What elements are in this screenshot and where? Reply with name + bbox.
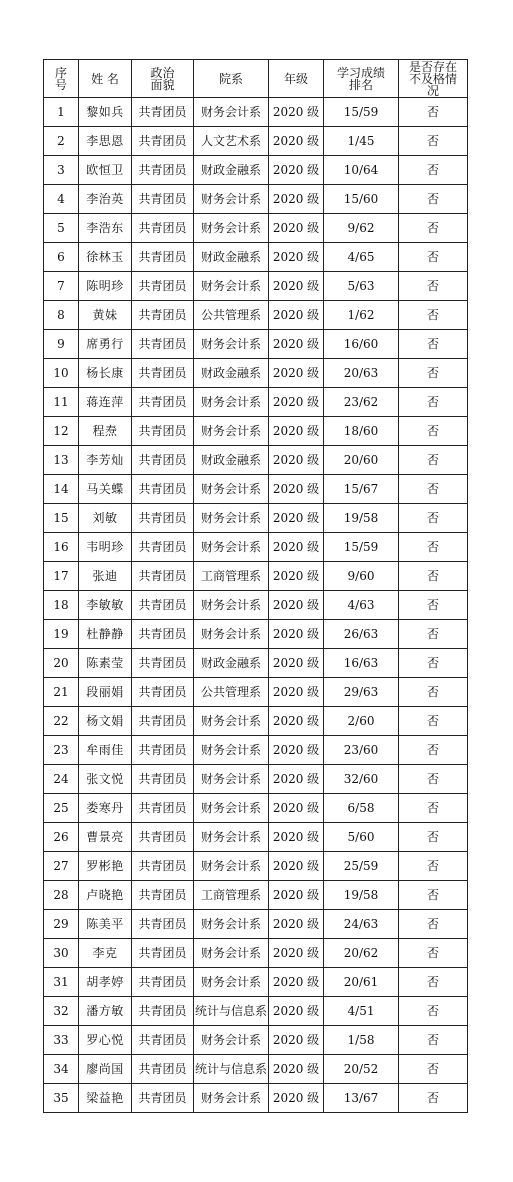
cell-seq: 34 [44, 1055, 79, 1084]
cell-failing: 否 [399, 997, 468, 1026]
cell-failing: 否 [399, 649, 468, 678]
cell-ranking: 18/60 [324, 417, 399, 446]
cell-ranking: 20/61 [324, 968, 399, 997]
cell-political-status: 共青团员 [132, 881, 194, 910]
table-row [44, 359, 468, 388]
cell-seq: 30 [44, 939, 79, 968]
cell-failing: 否 [399, 330, 468, 359]
table-row [44, 446, 468, 475]
cell-ranking: 9/60 [324, 562, 399, 591]
cell-grade: 2020 级 [269, 1055, 324, 1084]
cell-name: 马关蝶 [79, 475, 132, 504]
cell-ranking: 5/63 [324, 272, 399, 301]
table-row [44, 707, 468, 736]
cell-ranking: 15/59 [324, 533, 399, 562]
cell-ranking: 20/60 [324, 446, 399, 475]
cell-ranking: 29/63 [324, 678, 399, 707]
table-row [44, 214, 468, 243]
table-row [44, 736, 468, 765]
cell-failing: 否 [399, 765, 468, 794]
cell-political-status: 共青团员 [132, 127, 194, 156]
cell-grade: 2020 级 [269, 330, 324, 359]
cell-grade: 2020 级 [269, 562, 324, 591]
cell-seq: 9 [44, 330, 79, 359]
cell-grade: 2020 级 [269, 98, 324, 127]
cell-department: 财务会计系 [194, 794, 269, 823]
cell-failing: 否 [399, 185, 468, 214]
cell-department: 财务会计系 [194, 765, 269, 794]
cell-ranking: 23/60 [324, 736, 399, 765]
cell-failing: 否 [399, 446, 468, 475]
cell-name: 程焘 [79, 417, 132, 446]
cell-failing: 否 [399, 214, 468, 243]
cell-ranking: 15/59 [324, 98, 399, 127]
table-row [44, 649, 468, 678]
cell-seq: 2 [44, 127, 79, 156]
table-row [44, 765, 468, 794]
cell-seq: 3 [44, 156, 79, 185]
cell-name: 李浩东 [79, 214, 132, 243]
cell-grade: 2020 级 [269, 736, 324, 765]
cell-failing: 否 [399, 272, 468, 301]
cell-ranking: 1/45 [324, 127, 399, 156]
cell-name: 卢晓艳 [79, 881, 132, 910]
cell-political-status: 共青团员 [132, 591, 194, 620]
table-row [44, 475, 468, 504]
cell-ranking: 4/63 [324, 591, 399, 620]
cell-department: 财政金融系 [194, 359, 269, 388]
header-seq-label: 序号 [54, 65, 67, 92]
cell-political-status: 共青团员 [132, 794, 194, 823]
cell-seq: 18 [44, 591, 79, 620]
cell-failing: 否 [399, 98, 468, 127]
cell-department: 人文艺术系 [194, 127, 269, 156]
cell-failing: 否 [399, 939, 468, 968]
cell-department: 财务会计系 [194, 1026, 269, 1055]
cell-name: 潘方敏 [79, 997, 132, 1026]
cell-grade: 2020 级 [269, 852, 324, 881]
cell-political-status: 共青团员 [132, 562, 194, 591]
cell-seq: 24 [44, 765, 79, 794]
cell-name: 杨长康 [79, 359, 132, 388]
cell-failing: 否 [399, 417, 468, 446]
cell-department: 财务会计系 [194, 910, 269, 939]
cell-failing: 否 [399, 591, 468, 620]
cell-failing: 否 [399, 156, 468, 185]
cell-department: 财务会计系 [194, 852, 269, 881]
table-row [44, 156, 468, 185]
table-row [44, 127, 468, 156]
cell-ranking: 13/67 [324, 1084, 399, 1113]
cell-failing: 否 [399, 359, 468, 388]
cell-ranking: 9/62 [324, 214, 399, 243]
cell-ranking: 10/64 [324, 156, 399, 185]
cell-grade: 2020 级 [269, 243, 324, 272]
cell-political-status: 共青团员 [132, 301, 194, 330]
header-political-status-label: 政治面貌 [150, 65, 175, 92]
cell-name: 陈素莹 [79, 649, 132, 678]
table-row [44, 939, 468, 968]
cell-grade: 2020 级 [269, 272, 324, 301]
cell-political-status: 共青团员 [132, 185, 194, 214]
cell-seq: 32 [44, 997, 79, 1026]
table-row [44, 243, 468, 272]
cell-failing: 否 [399, 1084, 468, 1113]
table-row [44, 504, 468, 533]
cell-seq: 6 [44, 243, 79, 272]
cell-department: 财务会计系 [194, 214, 269, 243]
cell-failing: 否 [399, 852, 468, 881]
cell-grade: 2020 级 [269, 968, 324, 997]
cell-grade: 2020 级 [269, 1026, 324, 1055]
table-header [44, 60, 468, 98]
cell-political-status: 共青团员 [132, 823, 194, 852]
cell-failing: 否 [399, 301, 468, 330]
cell-ranking: 4/51 [324, 997, 399, 1026]
cell-seq: 29 [44, 910, 79, 939]
table-row [44, 997, 468, 1026]
cell-grade: 2020 级 [269, 910, 324, 939]
cell-department: 财务会计系 [194, 504, 269, 533]
cell-political-status: 共青团员 [132, 272, 194, 301]
cell-failing: 否 [399, 910, 468, 939]
cell-seq: 8 [44, 301, 79, 330]
cell-seq: 13 [44, 446, 79, 475]
cell-political-status: 共青团员 [132, 504, 194, 533]
cell-political-status: 共青团员 [132, 1055, 194, 1084]
cell-political-status: 共青团员 [132, 359, 194, 388]
cell-seq: 4 [44, 185, 79, 214]
cell-ranking: 4/65 [324, 243, 399, 272]
table-row [44, 98, 468, 127]
cell-ranking: 15/60 [324, 185, 399, 214]
cell-seq: 35 [44, 1084, 79, 1113]
cell-name: 梁益艳 [79, 1084, 132, 1113]
cell-seq: 28 [44, 881, 79, 910]
header-failing-label: 是否存在不及格情况 [408, 59, 457, 98]
cell-grade: 2020 级 [269, 301, 324, 330]
cell-department: 财务会计系 [194, 591, 269, 620]
cell-political-status: 共青团员 [132, 446, 194, 475]
table-body [44, 98, 468, 1113]
cell-political-status: 共青团员 [132, 765, 194, 794]
header-grade-label: 年级 [283, 71, 308, 86]
cell-ranking: 16/63 [324, 649, 399, 678]
cell-grade: 2020 级 [269, 997, 324, 1026]
cell-grade: 2020 级 [269, 591, 324, 620]
cell-seq: 10 [44, 359, 79, 388]
table-row [44, 620, 468, 649]
table-row [44, 591, 468, 620]
cell-ranking: 15/67 [324, 475, 399, 504]
table-row [44, 881, 468, 910]
table-row [44, 910, 468, 939]
header-ranking [324, 60, 399, 98]
cell-ranking: 2/60 [324, 707, 399, 736]
header-ranking-label: 学习成绩排名 [336, 65, 385, 92]
cell-grade: 2020 级 [269, 620, 324, 649]
cell-department: 工商管理系 [194, 562, 269, 591]
table-row [44, 301, 468, 330]
cell-failing: 否 [399, 1026, 468, 1055]
cell-ranking: 19/58 [324, 504, 399, 533]
cell-name: 陈美平 [79, 910, 132, 939]
cell-political-status: 共青团员 [132, 98, 194, 127]
header-row [44, 60, 468, 98]
cell-grade: 2020 级 [269, 127, 324, 156]
cell-political-status: 共青团员 [132, 707, 194, 736]
cell-grade: 2020 级 [269, 504, 324, 533]
header-name [79, 60, 132, 98]
cell-grade: 2020 级 [269, 156, 324, 185]
table-row [44, 388, 468, 417]
table-row [44, 417, 468, 446]
cell-seq: 20 [44, 649, 79, 678]
cell-ranking: 1/58 [324, 1026, 399, 1055]
cell-ranking: 32/60 [324, 765, 399, 794]
cell-department: 财政金融系 [194, 156, 269, 185]
cell-department: 财务会计系 [194, 330, 269, 359]
cell-failing: 否 [399, 736, 468, 765]
table-row [44, 968, 468, 997]
cell-seq: 23 [44, 736, 79, 765]
cell-failing: 否 [399, 881, 468, 910]
header-failing [399, 60, 468, 98]
cell-seq: 1 [44, 98, 79, 127]
cell-name: 娄寒丹 [79, 794, 132, 823]
table-row [44, 185, 468, 214]
cell-grade: 2020 级 [269, 417, 324, 446]
cell-department: 财务会计系 [194, 968, 269, 997]
cell-political-status: 共青团员 [132, 649, 194, 678]
cell-ranking: 23/62 [324, 388, 399, 417]
cell-department: 公共管理系 [194, 301, 269, 330]
cell-name: 徐林玉 [79, 243, 132, 272]
cell-seq: 31 [44, 968, 79, 997]
cell-political-status: 共青团员 [132, 997, 194, 1026]
cell-department: 财务会计系 [194, 475, 269, 504]
cell-name: 牟雨佳 [79, 736, 132, 765]
cell-name: 曹景亮 [79, 823, 132, 852]
cell-political-status: 共青团员 [132, 620, 194, 649]
cell-political-status: 共青团员 [132, 968, 194, 997]
cell-department: 财务会计系 [194, 98, 269, 127]
cell-political-status: 共青团员 [132, 939, 194, 968]
cell-failing: 否 [399, 678, 468, 707]
cell-political-status: 共青团员 [132, 156, 194, 185]
header-department-label: 院系 [218, 71, 243, 86]
cell-political-status: 共青团员 [132, 243, 194, 272]
cell-name: 蒋连萍 [79, 388, 132, 417]
cell-name: 刘敏 [79, 504, 132, 533]
cell-name: 廖尚国 [79, 1055, 132, 1084]
cell-grade: 2020 级 [269, 214, 324, 243]
cell-grade: 2020 级 [269, 794, 324, 823]
cell-political-status: 共青团员 [132, 475, 194, 504]
cell-ranking: 25/59 [324, 852, 399, 881]
cell-ranking: 20/52 [324, 1055, 399, 1084]
cell-seq: 33 [44, 1026, 79, 1055]
cell-name: 欧恒卫 [79, 156, 132, 185]
table-row [44, 330, 468, 359]
header-name-label: 姓 名 [91, 71, 119, 86]
cell-name: 罗心悦 [79, 1026, 132, 1055]
cell-political-status: 共青团员 [132, 736, 194, 765]
cell-department: 财务会计系 [194, 388, 269, 417]
cell-name: 席勇行 [79, 330, 132, 359]
student-roster-table [43, 59, 468, 1113]
cell-grade: 2020 级 [269, 823, 324, 852]
cell-name: 李敏敏 [79, 591, 132, 620]
cell-failing: 否 [399, 968, 468, 997]
cell-seq: 22 [44, 707, 79, 736]
cell-ranking: 6/58 [324, 794, 399, 823]
cell-name: 段丽娟 [79, 678, 132, 707]
cell-ranking: 19/58 [324, 881, 399, 910]
cell-political-status: 共青团员 [132, 1084, 194, 1113]
cell-name: 黎如兵 [79, 98, 132, 127]
cell-political-status: 共青团员 [132, 330, 194, 359]
cell-department: 公共管理系 [194, 678, 269, 707]
cell-department: 财务会计系 [194, 707, 269, 736]
cell-seq: 25 [44, 794, 79, 823]
cell-grade: 2020 级 [269, 388, 324, 417]
table-row [44, 562, 468, 591]
cell-name: 胡孝婷 [79, 968, 132, 997]
cell-grade: 2020 级 [269, 475, 324, 504]
cell-department: 财务会计系 [194, 272, 269, 301]
cell-grade: 2020 级 [269, 765, 324, 794]
cell-seq: 27 [44, 852, 79, 881]
cell-seq: 15 [44, 504, 79, 533]
cell-political-status: 共青团员 [132, 678, 194, 707]
cell-ranking: 26/63 [324, 620, 399, 649]
cell-political-status: 共青团员 [132, 910, 194, 939]
cell-name: 杨文娟 [79, 707, 132, 736]
cell-failing: 否 [399, 823, 468, 852]
cell-grade: 2020 级 [269, 446, 324, 475]
cell-department: 财政金融系 [194, 446, 269, 475]
cell-name: 李思恩 [79, 127, 132, 156]
table-row [44, 678, 468, 707]
cell-name: 黄妹 [79, 301, 132, 330]
cell-failing: 否 [399, 562, 468, 591]
header-grade [269, 60, 324, 98]
cell-ranking: 16/60 [324, 330, 399, 359]
cell-seq: 12 [44, 417, 79, 446]
cell-name: 张文悦 [79, 765, 132, 794]
cell-department: 财务会计系 [194, 417, 269, 446]
table-row [44, 272, 468, 301]
cell-name: 李芳灿 [79, 446, 132, 475]
table-row [44, 1084, 468, 1113]
cell-political-status: 共青团员 [132, 417, 194, 446]
cell-name: 李治英 [79, 185, 132, 214]
cell-department: 财务会计系 [194, 823, 269, 852]
cell-political-status: 共青团员 [132, 388, 194, 417]
cell-seq: 7 [44, 272, 79, 301]
cell-department: 财务会计系 [194, 185, 269, 214]
cell-department: 工商管理系 [194, 881, 269, 910]
table-row [44, 794, 468, 823]
cell-name: 罗彬艳 [79, 852, 132, 881]
table-row [44, 533, 468, 562]
cell-department: 财务会计系 [194, 533, 269, 562]
cell-seq: 5 [44, 214, 79, 243]
cell-grade: 2020 级 [269, 533, 324, 562]
cell-name: 陈明珍 [79, 272, 132, 301]
cell-department: 财政金融系 [194, 649, 269, 678]
cell-grade: 2020 级 [269, 1084, 324, 1113]
cell-failing: 否 [399, 533, 468, 562]
cell-seq: 19 [44, 620, 79, 649]
cell-department: 财政金融系 [194, 243, 269, 272]
cell-political-status: 共青团员 [132, 1026, 194, 1055]
cell-ranking: 20/62 [324, 939, 399, 968]
cell-failing: 否 [399, 127, 468, 156]
cell-failing: 否 [399, 243, 468, 272]
cell-grade: 2020 级 [269, 881, 324, 910]
cell-name: 张迪 [79, 562, 132, 591]
cell-department: 财务会计系 [194, 736, 269, 765]
cell-department: 统计与信息系 [194, 997, 269, 1026]
cell-department: 财务会计系 [194, 939, 269, 968]
cell-grade: 2020 级 [269, 359, 324, 388]
cell-grade: 2020 级 [269, 185, 324, 214]
cell-name: 韦明珍 [79, 533, 132, 562]
table-row [44, 1055, 468, 1084]
cell-ranking: 1/62 [324, 301, 399, 330]
cell-ranking: 20/63 [324, 359, 399, 388]
cell-name: 李克 [79, 939, 132, 968]
cell-grade: 2020 级 [269, 678, 324, 707]
table-row [44, 1026, 468, 1055]
cell-political-status: 共青团员 [132, 214, 194, 243]
cell-failing: 否 [399, 1055, 468, 1084]
cell-department: 统计与信息系 [194, 1055, 269, 1084]
cell-department: 财务会计系 [194, 620, 269, 649]
cell-failing: 否 [399, 388, 468, 417]
cell-failing: 否 [399, 475, 468, 504]
cell-failing: 否 [399, 620, 468, 649]
cell-seq: 11 [44, 388, 79, 417]
cell-seq: 26 [44, 823, 79, 852]
cell-grade: 2020 级 [269, 939, 324, 968]
cell-name: 杜静静 [79, 620, 132, 649]
table-row [44, 852, 468, 881]
cell-seq: 21 [44, 678, 79, 707]
header-seq [44, 60, 79, 98]
cell-failing: 否 [399, 707, 468, 736]
cell-ranking: 5/60 [324, 823, 399, 852]
cell-political-status: 共青团员 [132, 533, 194, 562]
cell-political-status: 共青团员 [132, 852, 194, 881]
cell-department: 财务会计系 [194, 1084, 269, 1113]
cell-ranking: 24/63 [324, 910, 399, 939]
cell-grade: 2020 级 [269, 649, 324, 678]
header-political-status [132, 60, 194, 98]
cell-seq: 14 [44, 475, 79, 504]
cell-grade: 2020 级 [269, 707, 324, 736]
cell-seq: 16 [44, 533, 79, 562]
cell-seq: 17 [44, 562, 79, 591]
cell-failing: 否 [399, 504, 468, 533]
table-row [44, 823, 468, 852]
header-department [194, 60, 269, 98]
cell-failing: 否 [399, 794, 468, 823]
